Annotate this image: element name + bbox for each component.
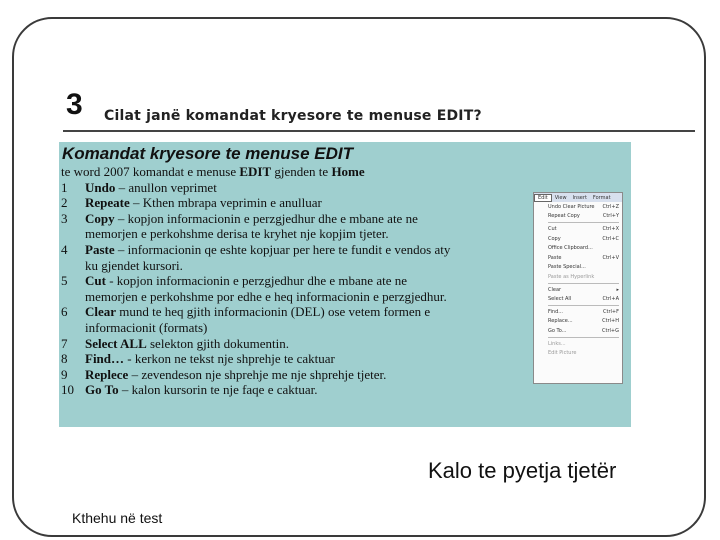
menu-separator bbox=[548, 283, 619, 284]
menu-item bbox=[534, 348, 622, 358]
menu-rows bbox=[534, 202, 622, 358]
list-item-line bbox=[61, 367, 523, 383]
command-description: - kerkon ne tekst nje shprehje te caktuar bbox=[124, 351, 335, 367]
menu-item-shortcut: ▸ bbox=[616, 286, 619, 293]
menu-item-label: Repeat Copy bbox=[548, 213, 580, 220]
menu-item-label: Replace... bbox=[548, 318, 573, 325]
list-item-line bbox=[61, 258, 523, 274]
command-name: Cut bbox=[85, 273, 106, 289]
menu-item-label: Links... bbox=[548, 340, 566, 347]
list-item-line bbox=[61, 273, 523, 289]
list-item-text bbox=[85, 336, 523, 352]
command-description: – zevendeson nje shprehje me nje shprehje tjeter. bbox=[128, 366, 387, 382]
menu-bar-item: Format bbox=[592, 194, 611, 201]
command-description: ku gjendet kursori. bbox=[85, 257, 183, 273]
list-item-number bbox=[61, 258, 85, 274]
back-to-test-link[interactable]: Kthehu në test bbox=[72, 510, 163, 526]
edit-menu-screenshot bbox=[533, 192, 623, 384]
list-item-line bbox=[61, 289, 523, 305]
question-title: Cilat janë komandat kryesore te menuse EDIT? bbox=[104, 108, 482, 124]
list-item-line bbox=[61, 226, 523, 242]
menu-item bbox=[534, 307, 622, 317]
menu-bar-item: View bbox=[554, 194, 567, 201]
list-item-line bbox=[61, 336, 523, 352]
menu-item-shortcut: Ctrl+V bbox=[602, 254, 619, 261]
list-item-text bbox=[85, 289, 523, 305]
command-description: memorjen e perkohshme derisa te kryhet nje kopjim tjeter. bbox=[85, 226, 389, 242]
list-item-text bbox=[85, 211, 523, 227]
command-name: Undo bbox=[85, 179, 116, 195]
menu-item bbox=[534, 294, 622, 304]
list-item-line bbox=[61, 351, 523, 367]
list-item-text bbox=[85, 351, 523, 367]
menu-item-label: Select All bbox=[548, 296, 572, 303]
list-item-text bbox=[85, 273, 523, 289]
menu-item-label: Paste Special... bbox=[548, 264, 586, 271]
command-name: Find… bbox=[85, 351, 125, 367]
menu-item-label: Edit Picture bbox=[548, 350, 577, 357]
menu-item-shortcut: Ctrl+C bbox=[602, 235, 619, 242]
list-item-text bbox=[85, 304, 523, 320]
next-question-link[interactable]: Kalo te pyetja tjetër bbox=[428, 458, 617, 483]
command-description: selekton gjith dokumentin. bbox=[146, 335, 290, 351]
question-number: 3 bbox=[66, 88, 83, 121]
menu-item bbox=[534, 326, 622, 336]
menu-item-label: Copy bbox=[548, 235, 561, 242]
command-description: te word 2007 komandat e menuse bbox=[61, 164, 240, 179]
menu-bar bbox=[534, 193, 622, 202]
menu-bar-item: Edit bbox=[534, 194, 552, 202]
menu-item bbox=[534, 339, 622, 349]
list-item-text bbox=[85, 382, 523, 398]
menu-item bbox=[534, 212, 622, 222]
menu-separator bbox=[548, 222, 619, 223]
list-item-line bbox=[61, 382, 523, 398]
menu-item bbox=[534, 253, 622, 263]
list-item-number bbox=[61, 320, 85, 336]
menu-item bbox=[534, 234, 622, 244]
command-description: memorjen e perkohshme por edhe e heq informacionin e perzgjedhur. bbox=[85, 288, 447, 304]
menu-item-label: Find... bbox=[548, 308, 564, 315]
menu-separator bbox=[548, 305, 619, 306]
command-description: – kalon kursorin te nje faqe e caktuar. bbox=[118, 382, 318, 398]
list-item-line bbox=[61, 320, 523, 336]
menu-item bbox=[534, 317, 622, 327]
command-name: Repeate bbox=[85, 195, 130, 211]
list-item-text bbox=[85, 258, 523, 274]
command-name: Clear bbox=[85, 304, 117, 320]
command-description: gjenden te bbox=[271, 164, 332, 179]
list-item-number: 6 bbox=[61, 304, 68, 320]
menu-item-label: Paste bbox=[548, 254, 562, 261]
command-description: – kopjon informacionin e perzgjedhur dhe e mbane ate ne bbox=[114, 210, 418, 226]
command-description: – informacionin qe eshte kopjuar per here te fundit e vendos aty bbox=[114, 241, 451, 257]
intro-text bbox=[61, 164, 365, 180]
command-description: - kopjon informacionin e perzgjedhur dhe e mbane ate ne bbox=[105, 273, 408, 289]
command-description: informacionit (formats) bbox=[85, 319, 208, 335]
list-item-text bbox=[85, 367, 523, 383]
list-item-text bbox=[85, 226, 523, 242]
list-item-number: 9 bbox=[61, 366, 68, 382]
command-name: Paste bbox=[85, 241, 115, 257]
list-item-line bbox=[61, 242, 523, 258]
menu-item-shortcut: Ctrl+F bbox=[603, 308, 619, 315]
list-item-number bbox=[61, 226, 85, 242]
list-item-line bbox=[61, 211, 523, 227]
list-item-text bbox=[85, 320, 523, 336]
menu-item-shortcut: Ctrl+H bbox=[602, 318, 619, 325]
menu-item-shortcut: Ctrl+Y bbox=[602, 213, 619, 220]
command-description: – Kthen mbrapa veprimin e anulluar bbox=[129, 195, 322, 211]
menu-item-label: Office Clipboard... bbox=[548, 245, 593, 252]
list-item-line bbox=[61, 195, 523, 211]
command-description: – anullon veprimet bbox=[115, 179, 217, 195]
panel-heading: Komandat kryesore te menuse EDIT bbox=[62, 144, 353, 163]
list-item-number: 1 bbox=[61, 179, 68, 195]
menu-bar-item: Insert bbox=[572, 194, 587, 201]
menu-item-label: Clear bbox=[548, 286, 562, 293]
intro-line bbox=[61, 164, 523, 180]
command-name: EDIT bbox=[239, 164, 272, 179]
command-name: Home bbox=[331, 164, 365, 179]
list-item-number: 10 bbox=[61, 382, 74, 398]
menu-item bbox=[534, 224, 622, 234]
title-divider bbox=[63, 130, 695, 132]
command-description: mund te heq gjith informacionin (DEL) ose vetem formen e bbox=[116, 304, 431, 320]
list-item-number: 7 bbox=[61, 335, 68, 351]
list-item-number: 5 bbox=[61, 273, 68, 289]
list-item-number: 4 bbox=[61, 241, 68, 257]
menu-item bbox=[534, 285, 622, 295]
list-item-number: 3 bbox=[61, 210, 68, 226]
menu-separator bbox=[548, 337, 619, 338]
menu-item-shortcut: Ctrl+Z bbox=[602, 203, 619, 210]
command-name: Replece bbox=[85, 366, 129, 382]
list-item-number bbox=[61, 289, 85, 305]
menu-item-label: Paste as Hyperlink bbox=[548, 273, 595, 280]
list-item-line bbox=[61, 180, 523, 196]
menu-item-label: Undo Clear Picture bbox=[548, 203, 595, 210]
content-panel bbox=[59, 142, 631, 427]
menu-item bbox=[534, 243, 622, 253]
menu-item-label: Go To... bbox=[548, 327, 567, 334]
menu-item-shortcut: Ctrl+X bbox=[602, 225, 619, 232]
panel-text bbox=[61, 164, 523, 398]
list-item-number: 8 bbox=[61, 351, 68, 367]
list-item-text bbox=[85, 242, 523, 258]
list-item-number: 2 bbox=[61, 195, 68, 211]
list-item-text bbox=[85, 180, 523, 196]
menu-item-shortcut: Ctrl+G bbox=[602, 327, 619, 334]
menu-item-label: Cut bbox=[548, 225, 557, 232]
list-item-text bbox=[85, 195, 523, 211]
menu-item bbox=[534, 272, 622, 282]
menu-item bbox=[534, 202, 622, 212]
menu-item bbox=[534, 263, 622, 273]
command-name: Go To bbox=[85, 382, 119, 398]
command-name: Select ALL bbox=[85, 335, 147, 351]
command-name: Copy bbox=[85, 210, 115, 226]
list-item-line bbox=[61, 304, 523, 320]
menu-item-shortcut: Ctrl+A bbox=[602, 296, 619, 303]
